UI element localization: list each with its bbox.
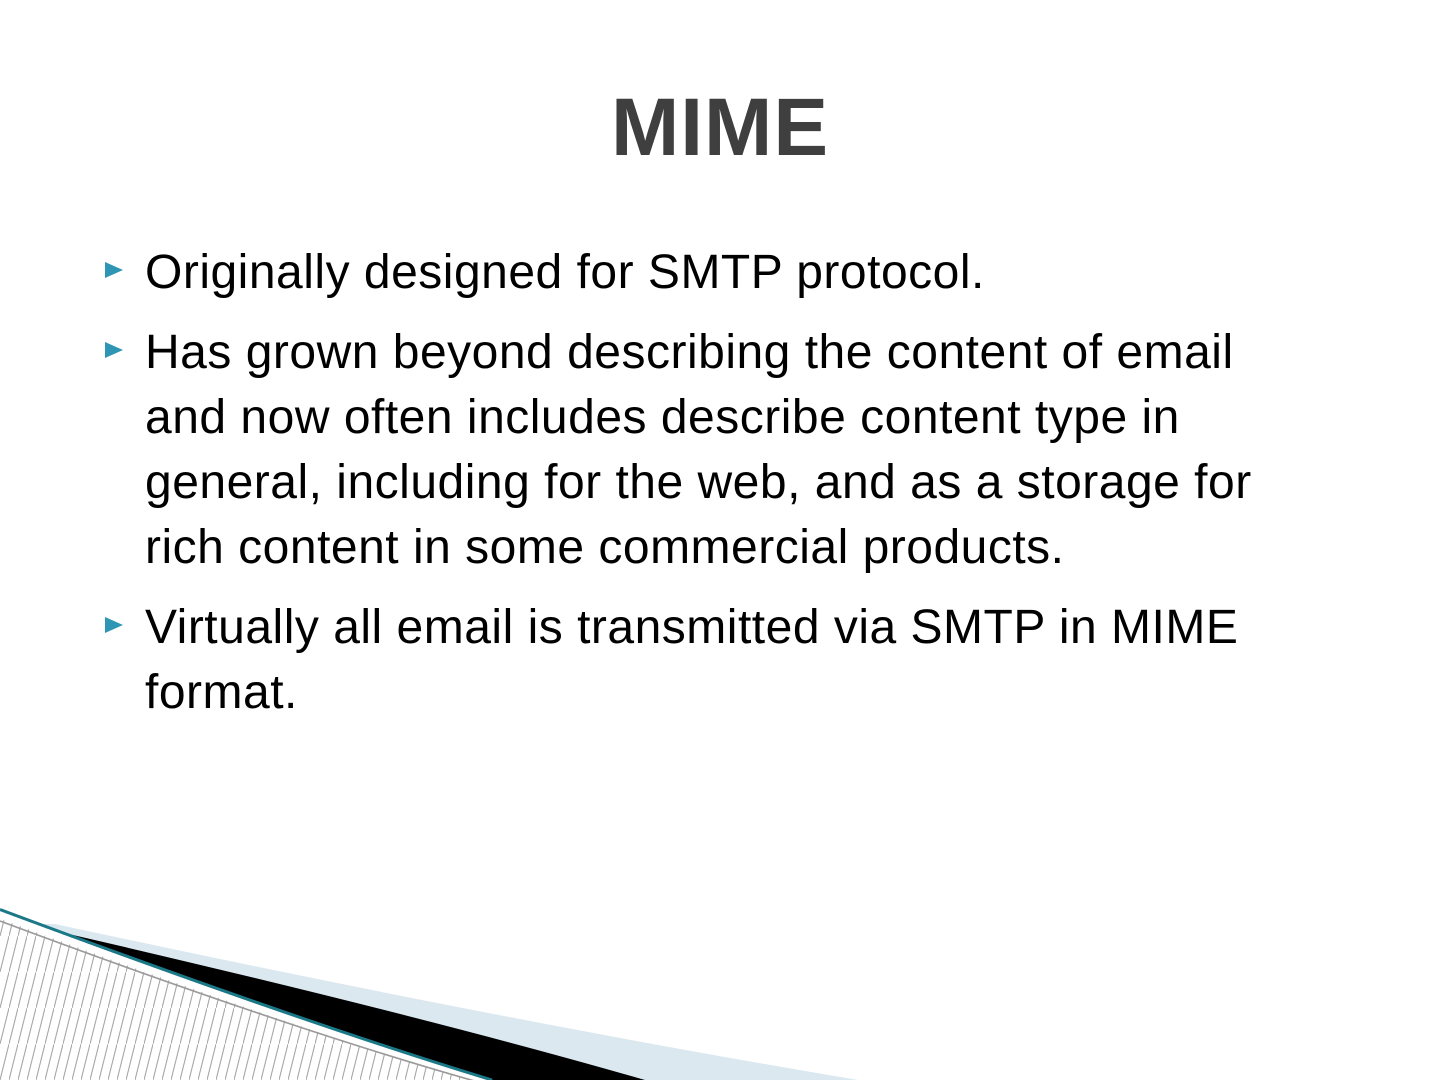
bullet-line: rich content in some commercial products. (145, 521, 1065, 574)
bullet-line: general, including for the web, and as a storage for (145, 456, 1252, 509)
bullet-marker-icon (105, 342, 123, 358)
bullet-item (105, 595, 1360, 725)
page-title: MIME (610, 82, 830, 173)
decorative-gray-inner-line (0, 921, 496, 1080)
bullet-marker-icon (105, 262, 123, 278)
bullet-line: and now often includes describe content type in (145, 391, 1180, 444)
bullet-text (145, 320, 1252, 580)
bullet-item (105, 320, 1360, 580)
bullet-line: format. (145, 666, 298, 719)
bullet-text (145, 595, 1238, 725)
bullet-line: Has grown beyond describing the content of email (145, 326, 1234, 379)
decorative-teal-edge-line (0, 910, 492, 1080)
decorative-black-band (0, 932, 645, 1080)
bullet-line: Originally designed for SMTP protocol. (145, 246, 985, 299)
bullet-line: Virtually all email is transmitted via SMTP in MIME (145, 601, 1239, 654)
bullet-list (105, 240, 1360, 740)
decorative-white-gap-line (0, 915, 494, 1080)
bullet-text (145, 240, 985, 305)
decorative-blue-band (0, 924, 858, 1080)
decorative-pinstripe-area (0, 910, 492, 1080)
bullet-item (105, 240, 1360, 305)
bullet-marker-icon (105, 617, 123, 633)
